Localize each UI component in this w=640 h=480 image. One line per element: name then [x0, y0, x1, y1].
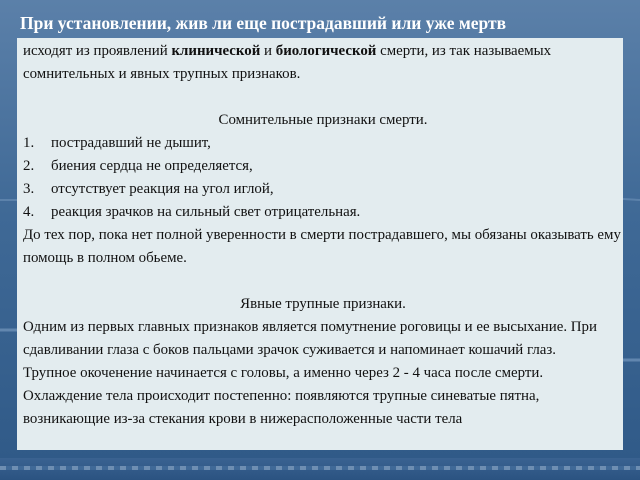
content-text: [23, 40, 623, 431]
spacer: [23, 86, 623, 109]
list-item-text: пострадавший не дышит,: [51, 135, 211, 151]
intro-text-3: смерти, из так называемых сомнительных и явных трупных признаков.: [23, 43, 552, 82]
list-item-number: 2.: [23, 158, 35, 174]
assistance-note: До тех пор, пока нет полной уверенности в смерти пострадавшего, мы обязаны оказывать ему помощь в полном обьеме.: [23, 227, 621, 266]
doubtful-signs-heading: Сомнительные признаки смерти.: [218, 112, 428, 128]
intro-paragraph: [23, 40, 623, 86]
list-item-text: реакция зрачков на сильный свет отрицательная.: [51, 204, 361, 220]
intro-text-1: исходят из проявлений: [23, 43, 172, 59]
obvious-signs-paragraph-1: Одним из первых главных признаков является помутнение роговицы и ее высыхание. При сдавливании глаза с боков пальцами зрачок суживается и напоминает кошачий глаз.: [23, 319, 597, 358]
intro-bold-biological: биологической: [275, 43, 377, 59]
list-item: [23, 201, 623, 224]
list-item-number: 4.: [23, 204, 35, 220]
content-panel: [17, 38, 623, 450]
list-item: [23, 178, 623, 201]
list-item-number: 1.: [23, 135, 35, 151]
intro-text-2: и: [260, 43, 276, 59]
slide-title: При установлении, жив ли еще пострадавший или уже мертв: [20, 13, 507, 33]
obvious-signs-heading: Явные трупные признаки.: [240, 296, 406, 312]
obvious-signs-paragraph-2: Трупное окоченение начинается с головы, а именно через 2 - 4 часа после смерти. Охлаждение тела происходит постепенно: появляются трупные синеватые пятна, возникающие из-за стекания крови в нижерасположенные части тела: [23, 365, 544, 427]
list-item: [23, 155, 623, 178]
footer-stripe: [0, 466, 640, 470]
intro-bold-clinical: клинической: [171, 43, 261, 59]
list-item-number: 3.: [23, 181, 35, 197]
doubtful-signs-list: [23, 132, 623, 224]
list-item-text: биения сердца не определяется,: [51, 158, 253, 174]
list-item: [23, 132, 623, 155]
spacer: [23, 270, 623, 293]
list-item-text: отсутствует реакция на угол иглой,: [51, 181, 274, 197]
